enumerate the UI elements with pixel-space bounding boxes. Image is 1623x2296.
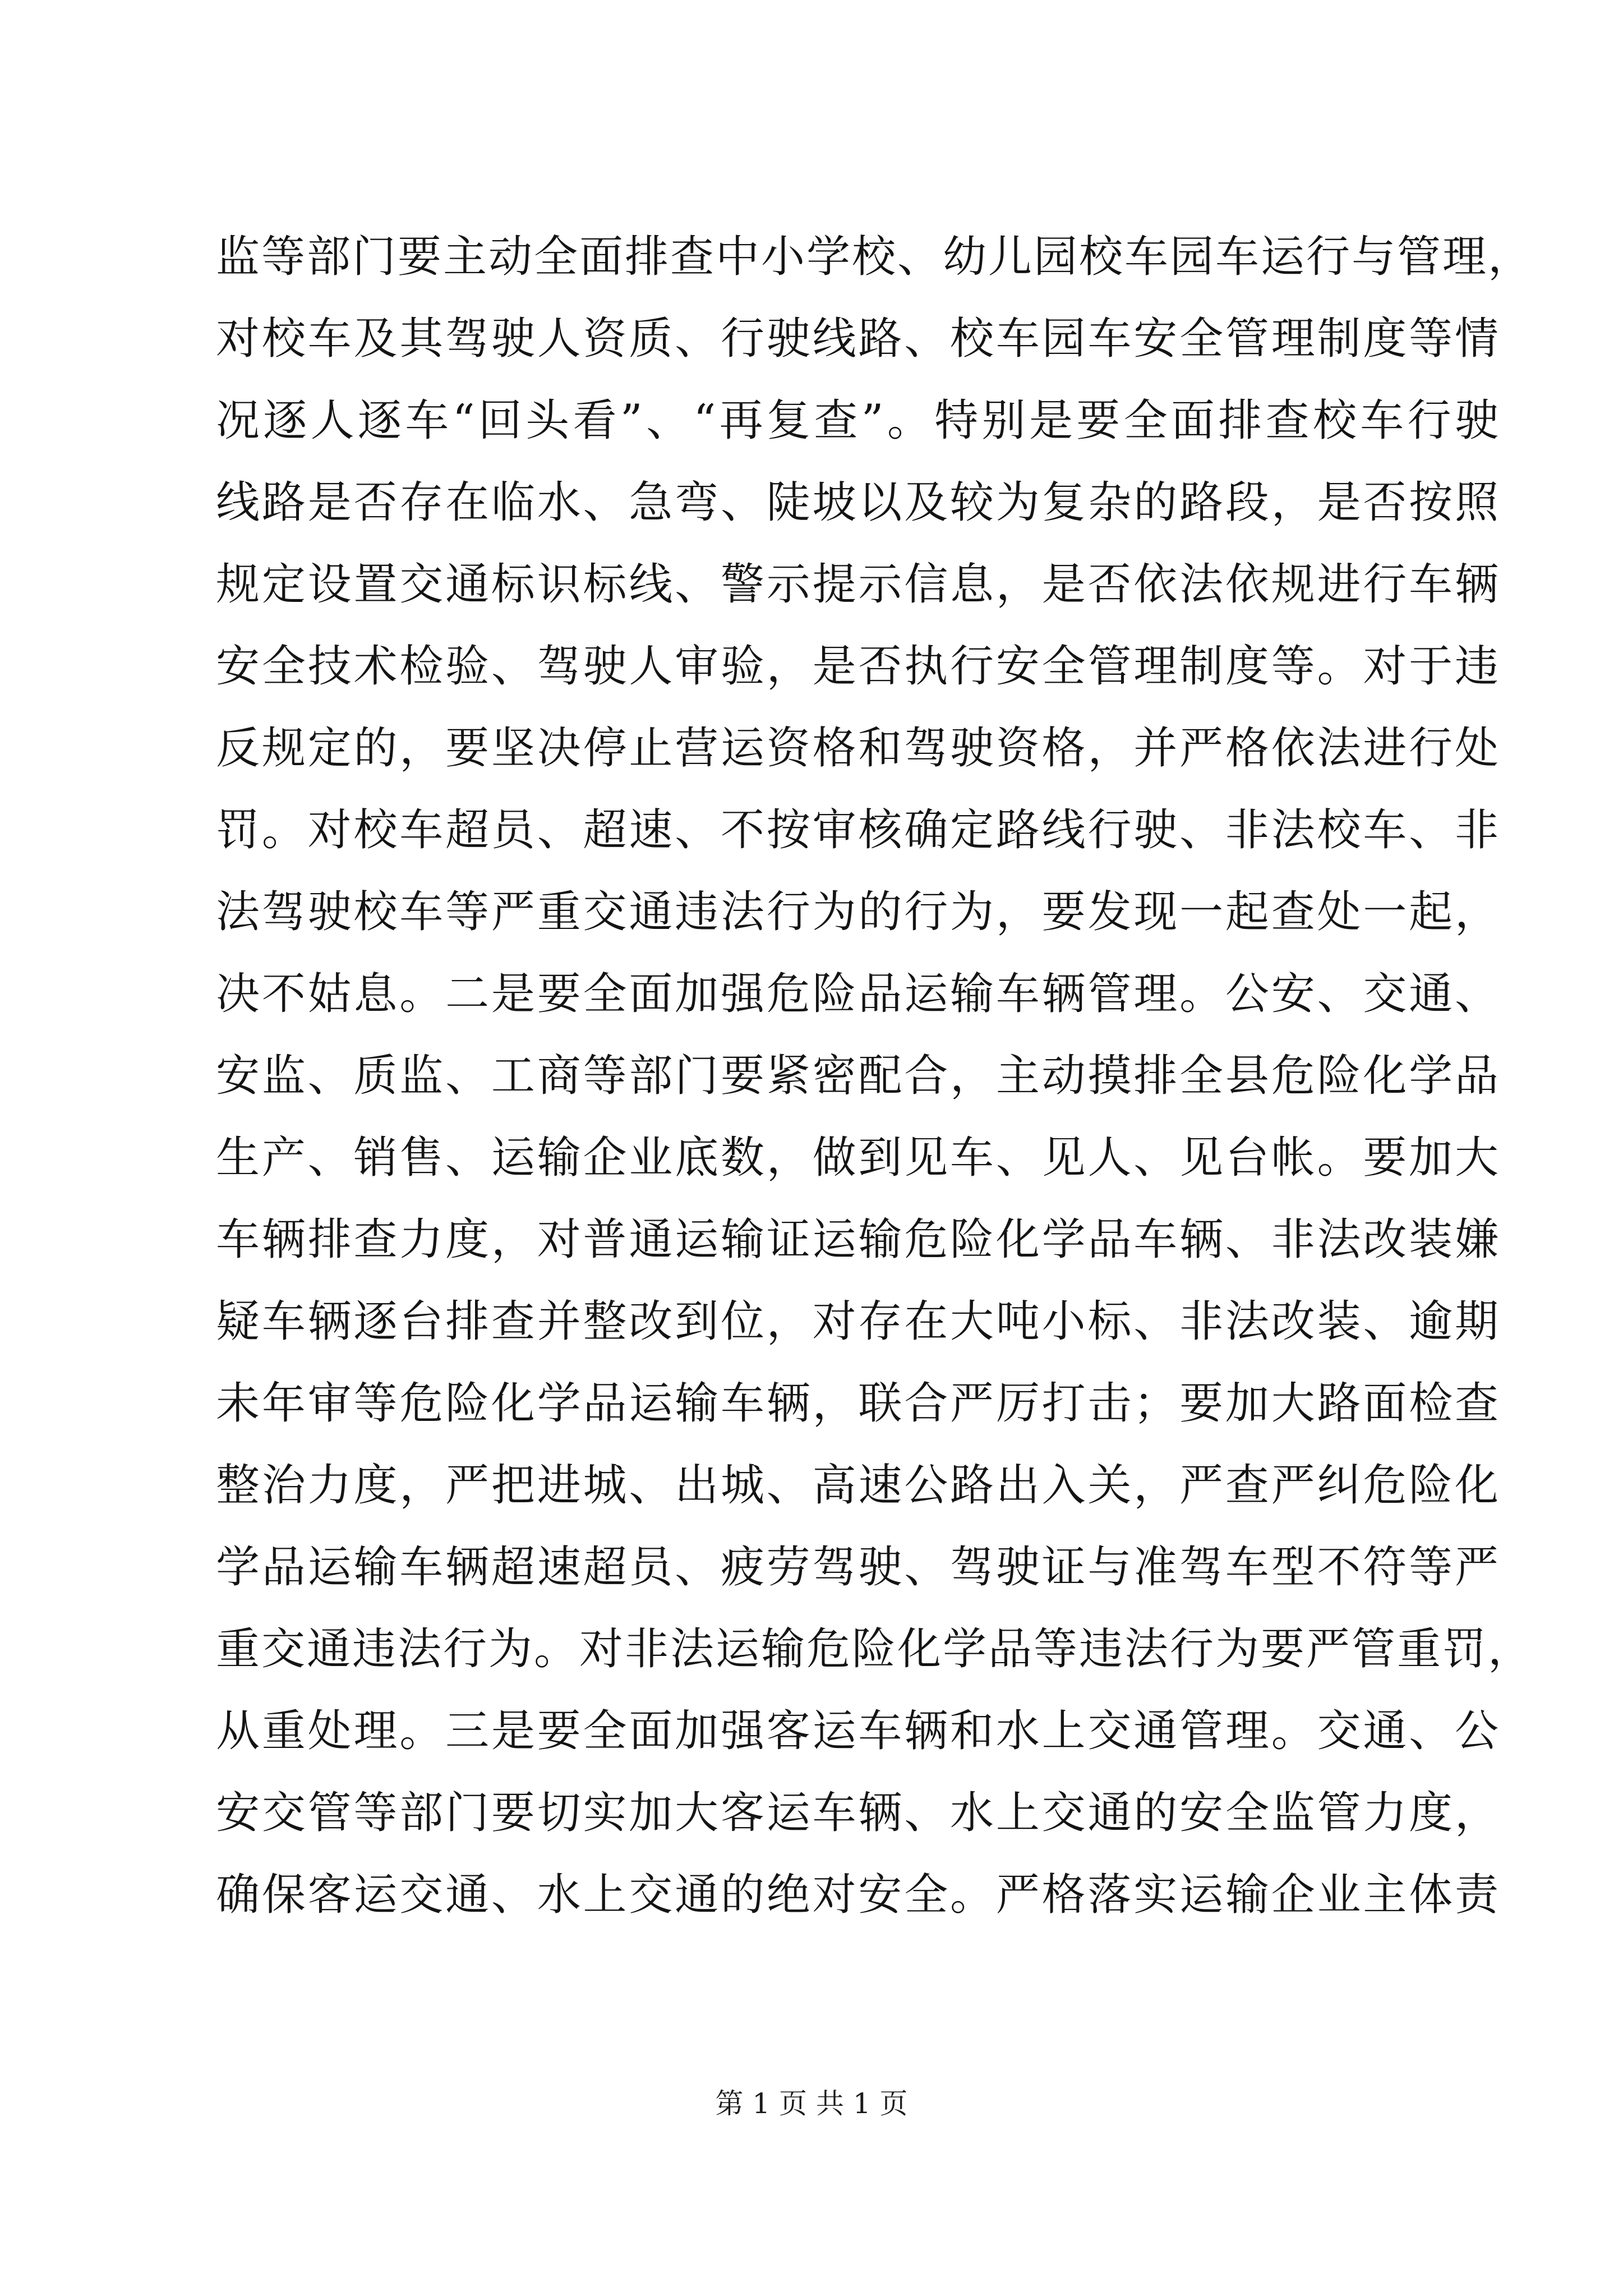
text-line: 法驾驶校车等严重交通违法行为的行为，要发现一起查处一起， (216, 887, 1500, 937)
text-line: 安监、质监、工商等部门要紧密配合，主动摸排全县危险化学品 (216, 1051, 1500, 1101)
text-line: 生产、销售、运输企业底数，做到见车、见人、见台帐。要加大 (216, 1133, 1500, 1183)
body-text (216, 216, 1534, 1936)
text-line: 安全技术检验、驾驶人审验，是否执行安全管理制度等。对于违 (216, 641, 1500, 692)
text-line: 安交管等部门要切实加大客运车辆、水上交通的安全监管力度， (216, 1788, 1500, 1838)
text-line: 从重处理。三是要全面加强客运车辆和水上交通管理。交通、公 (216, 1706, 1500, 1756)
text-line: 况逐人逐车“回头看”、“再复查”。特别是要全面排查校车行驶 (216, 395, 1500, 446)
text-line: 重交通违法行为。对非法运输危险化学品等违法行为要严管重罚， (216, 1624, 1534, 1674)
text-line: 确保客运交通、水上交通的绝对安全。严格落实运输企业主体责 (216, 1870, 1500, 1920)
text-line: 罚。对校车超员、超速、不按审核确定路线行驶、非法校车、非 (216, 805, 1500, 855)
text-line: 反规定的，要坚决停止营运资格和驾驶资格，并严格依法进行处 (216, 723, 1500, 774)
page-number-footer: 第 1 页 共 1 页 (715, 2087, 908, 2120)
text-line: 决不姑息。二是要全面加强危险品运输车辆管理。公安、交通、 (216, 969, 1500, 1019)
text-line: 规定设置交通标识标线、警示提示信息，是否依法依规进行车辆 (216, 559, 1500, 610)
text-line: 学品运输车辆超速超员、疲劳驾驶、驾驶证与准驾车型不符等严 (216, 1542, 1500, 1593)
text-line: 对校车及其驾驶人资质、行驶线路、校车园车安全管理制度等情 (216, 314, 1500, 364)
text-line: 车辆排查力度，对普通运输证运输危险化学品车辆、非法改装嫌 (216, 1214, 1500, 1265)
text-line: 监等部门要主动全面排查中小学校、幼儿园校车园车运行与管理， (216, 232, 1534, 282)
text-line: 疑车辆逐台排查并整改到位，对存在大吨小标、非法改装、逾期 (216, 1296, 1500, 1347)
text-line: 未年审等危险化学品运输车辆，联合严厉打击；要加大路面检查 (216, 1378, 1500, 1429)
text-line: 整治力度，严把进城、出城、高速公路出入关，严查严纠危险化 (216, 1460, 1500, 1511)
text-line: 线路是否存在临水、急弯、陡坡以及较为复杂的路段，是否按照 (216, 477, 1500, 528)
